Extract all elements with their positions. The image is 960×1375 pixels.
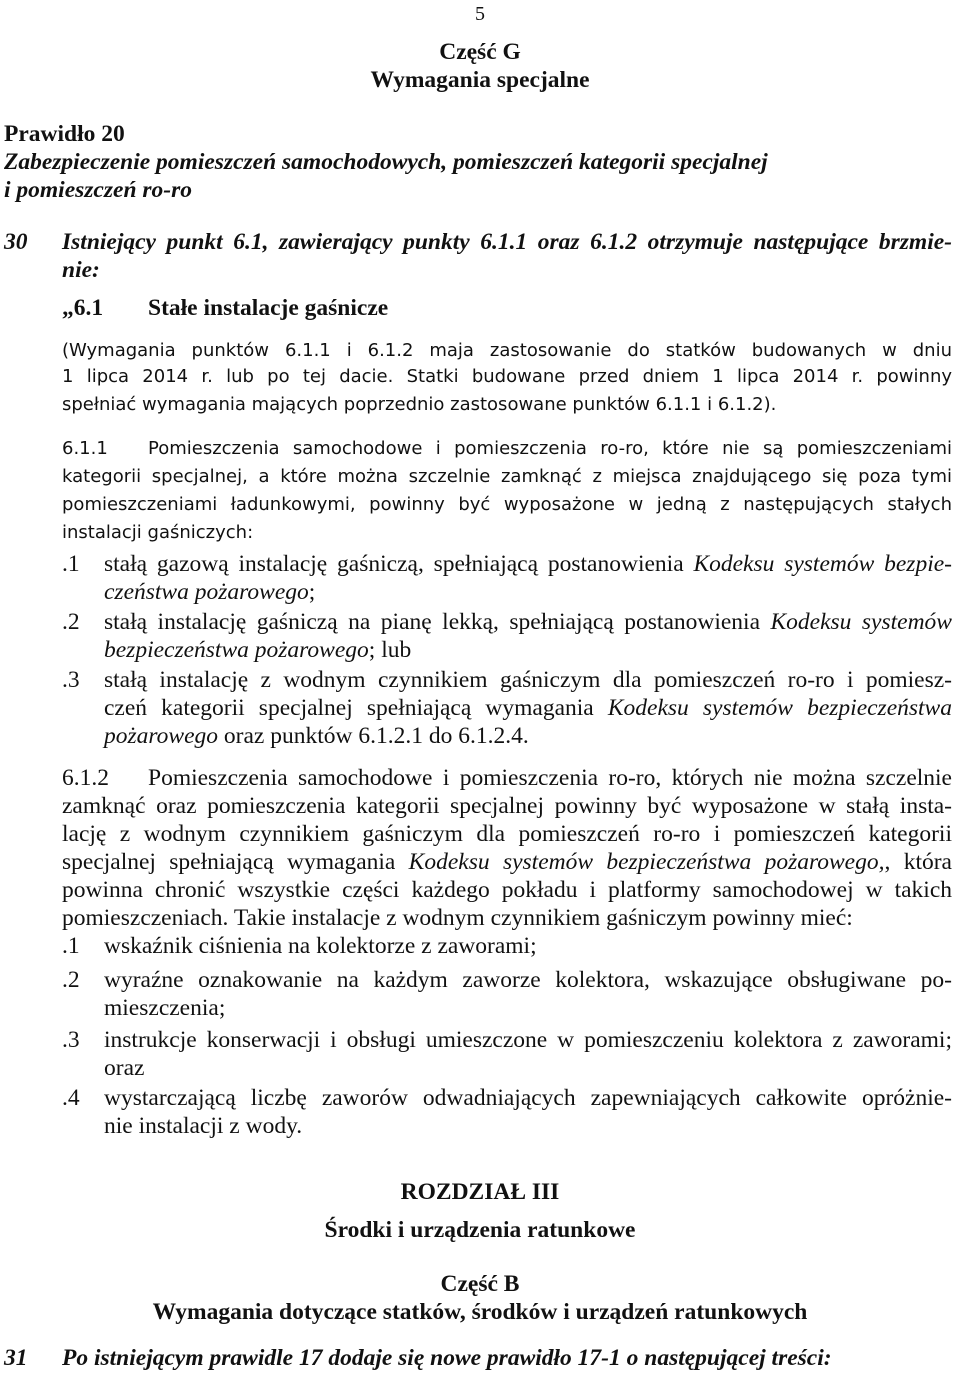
- list-item-line-3: pożarowego oraz punktów 6.1.2.1 do 6.1.2.4.: [104, 723, 529, 749]
- section-6-1-2-line-6: pomieszczeniach. Takie instalacje z wodnym czynnikiem gaśniczym powinny mieć:: [62, 905, 853, 931]
- list-item-line-2: czeństwa pożarowego;: [104, 579, 316, 605]
- section-6-1-2-number: 6.1.2: [62, 765, 109, 791]
- item-31-number: 31: [4, 1345, 28, 1371]
- list-item-number: .2: [62, 967, 80, 993]
- list-item-line-1: stałą instalację gaśniczą na pianę lekką, spełniającą postanowienia Kodeksu systemów: [104, 609, 952, 635]
- list-item-number: .3: [62, 1027, 80, 1053]
- list-item-line-2: mieszczenia;: [104, 995, 226, 1021]
- part-g-heading: Część G: [439, 39, 521, 65]
- page-number: 5: [475, 3, 485, 25]
- section-6-1-1-line-3: pomieszczeniami ładunkowymi, powinny być wyposażone w jedną z następujących stałych: [62, 494, 952, 515]
- rule-20-subtitle-line-1: Zabezpieczenie pomieszczeń samochodowych, pomieszczeń kategorii specjalnej: [4, 149, 768, 175]
- section-6-1-1-number: 6.1.1: [62, 438, 108, 459]
- list-item-line-2: bezpieczeństwa pożarowego; lub: [104, 637, 412, 663]
- item-30-number: 30: [4, 229, 28, 255]
- section-6-1-note-line-1: (Wymagania punktów 6.1.1 i 6.1.2 maja zastosowanie do statków budowanych w dniu: [62, 340, 952, 361]
- list-item-line-1: stałą gazową instalację gaśniczą, spełniającą postanowienia Kodeksu systemów bezpie-: [104, 551, 952, 577]
- section-6-1-1-line-2: kategorii specjalnej, a które można szczelnie zamknąć z miejsca znajdującego się poza tymi: [62, 466, 952, 487]
- part-b-heading: Część B: [440, 1271, 520, 1297]
- rule-20-title: Prawidło 20: [4, 121, 125, 147]
- section-6-1-2-line-1: Pomieszczenia samochodowe i pomieszczenia ro-ro, których nie można szczelnie: [148, 765, 952, 791]
- section-6-1-number: „6.1: [62, 295, 104, 321]
- item-30-line-1: Istniejący punkt 6.1, zawierający punkty 6.1.1 oraz 6.1.2 otrzymuje następujące brzmie-: [62, 229, 952, 255]
- list-item-line-2: oraz: [104, 1055, 145, 1081]
- rule-20-subtitle-line-2: i pomieszczeń ro-ro: [4, 177, 192, 203]
- part-g-subtitle: Wymagania specjalne: [370, 67, 590, 93]
- list-item-number: .1: [62, 933, 80, 959]
- section-6-1-title: Stałe instalacje gaśnicze: [148, 295, 389, 321]
- chapter-3-title: ROZDZIAŁ III: [400, 1179, 560, 1205]
- chapter-3-subtitle: Środki i urządzenia ratunkowe: [324, 1217, 636, 1243]
- list-item-line-1: stałą instalację z wodnym czynnikiem gaśniczym dla pomieszczeń ro-ro i pomiesz-: [104, 667, 952, 693]
- section-6-1-1-line-1: Pomieszczenia samochodowe i pomieszczenia ro-ro, które nie są pomieszczeniami: [148, 438, 952, 459]
- item-30-line-2: nie:: [62, 257, 100, 283]
- section-6-1-2-line-2: zamknąć oraz pomieszczenia kategorii specjalnej powinny być wyposażone w stałą insta-: [62, 793, 952, 819]
- section-6-1-2-line-3: lację z wodnym czynnikiem gaśniczym dla pomieszczeń ro-ro i pomieszczeń kategorii: [62, 821, 952, 847]
- section-6-1-2-line-4: specjalnej spełniającą wymagania Kodeksu systemów bezpieczeństwa pożarowego,, która: [62, 849, 952, 875]
- list-item-line-1: wystarczającą liczbę zaworów odwadniających zapewniających całkowite opróżnie-: [104, 1085, 952, 1111]
- list-item-line-1: wskaźnik ciśnienia na kolektorze z zaworami;: [104, 933, 537, 959]
- item-31-text: Po istniejącym prawidle 17 dodaje się nowe prawidło 17-1 o następującej treści:: [62, 1345, 832, 1371]
- section-6-1-2-line-5: powinna chronić wszystkie części każdego pokładu i platformy samochodowej w takich: [62, 877, 952, 903]
- part-b-subtitle: Wymagania dotyczące statków, środków i urządzeń ratunkowych: [152, 1299, 808, 1325]
- list-item-number: .3: [62, 667, 80, 693]
- list-item-line-2: czeń kategorii specjalnej spełniającą wymagania Kodeksu systemów bezpieczeństwa: [104, 695, 952, 721]
- list-item-number: .4: [62, 1085, 80, 1111]
- list-item-number: .2: [62, 609, 80, 635]
- section-6-1-note-line-2: 1 lipca 2014 r. lub po tej dacie. Statki budowane przed dniem 1 lipca 2014 r. powinny: [62, 366, 952, 387]
- section-6-1-note-line-3: spełniać wymagania mających poprzednio zastosowane punktów 6.1.1 i 6.1.2).: [62, 394, 777, 415]
- list-item-line-2: nie instalacji z wody.: [104, 1113, 303, 1139]
- list-item-line-1: instrukcje konserwacji i obsługi umieszczone w pomieszczeniu kolektora z zaworami;: [104, 1027, 952, 1053]
- list-item-line-1: wyraźne oznakowanie na każdym zaworze kolektora, wskazujące obsługiwane po-: [104, 967, 952, 993]
- section-6-1-1-line-4: instalacji gaśniczych:: [62, 522, 254, 543]
- list-item-number: .1: [62, 551, 80, 577]
